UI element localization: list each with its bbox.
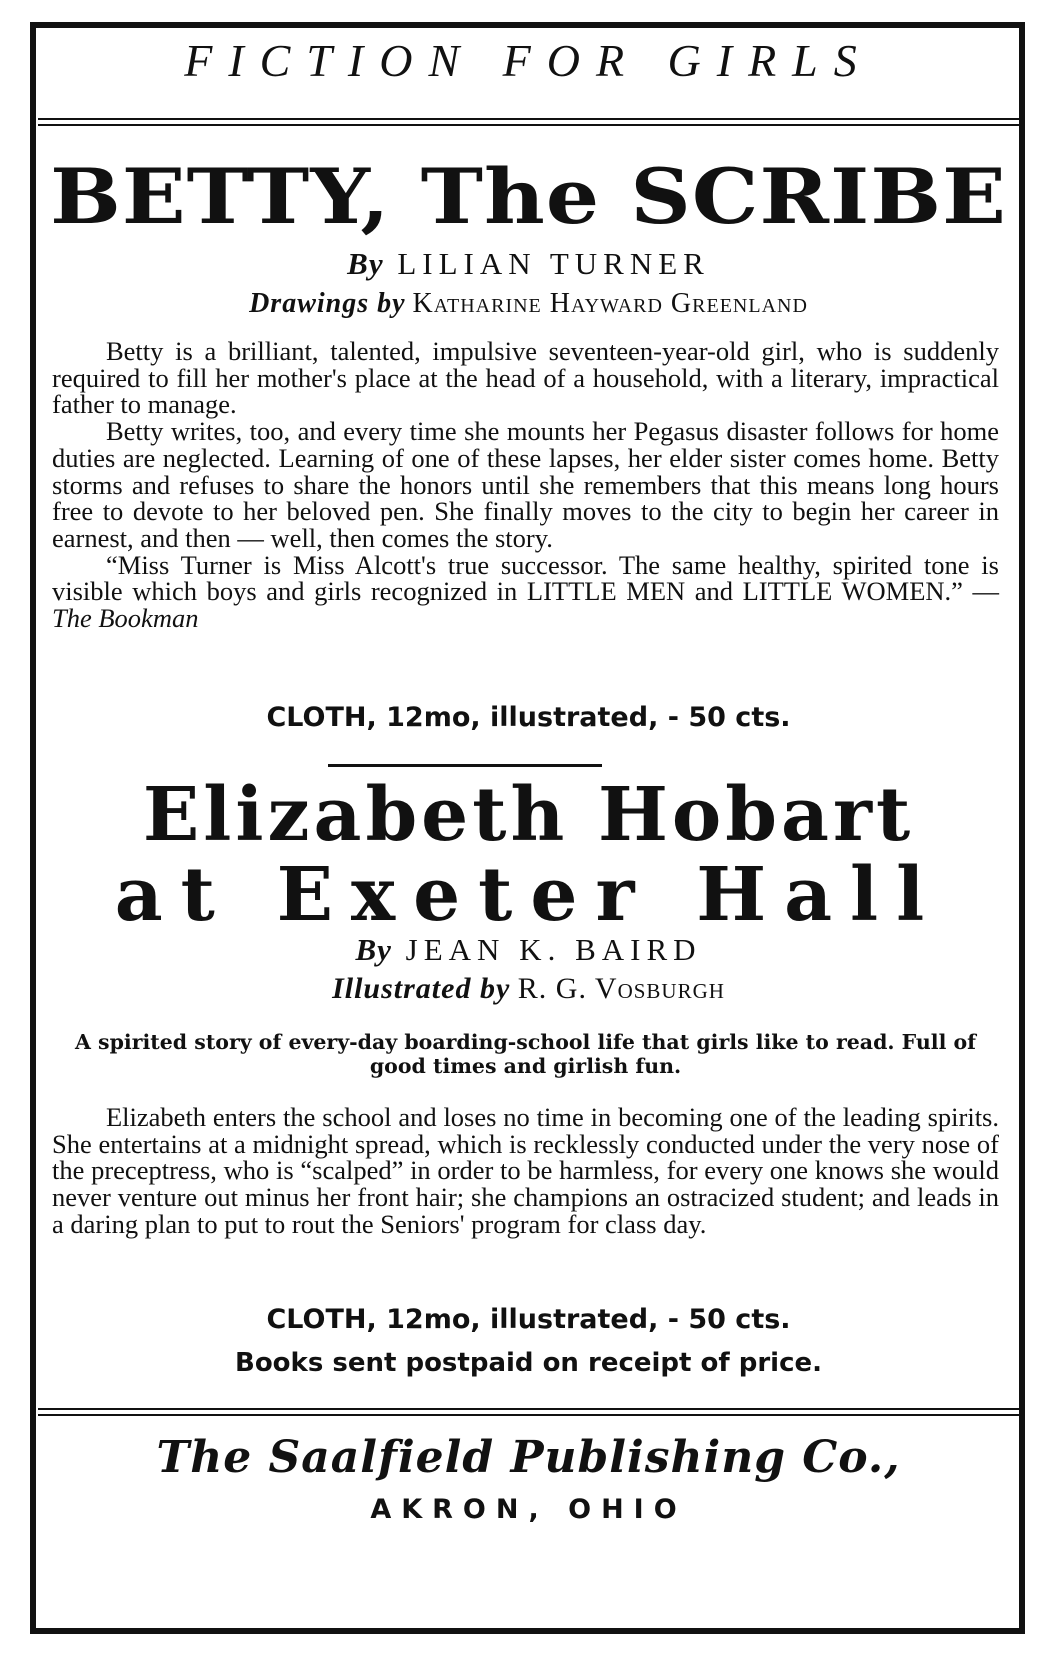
book1-quote-source: The Bookman [52,603,199,634]
book1-review [52,549,999,634]
book2-illustrator: R. G. Vosburgh [517,972,725,1005]
footer-rule [38,1408,1019,1416]
book-divider [328,764,602,767]
book1-description [52,338,999,632]
book1-price: CLOTH, 12mo, illustrated, - 50 cts. [266,702,791,733]
book1-illustrator-line [0,288,1057,320]
book2-illustrated-label: Illustrated by [332,972,511,1005]
book2-by-label: By [355,932,392,967]
book1-by-label: By [347,246,384,281]
postage-note: Books sent postpaid on receipt of price. [235,1348,822,1378]
book1-quote: “Miss Turner is Miss Alcott's true successor. The same healthy, spirited tone is visible which boys and girls recognized in LITTLE MEN and LITTLE WOMEN.” — [52,549,999,607]
book2-description [52,1104,999,1238]
book1-paragraph-1: Betty is a brilliant, talented, impulsive seventeen-year-old girl, who is suddenly required to fill her mother's place at the head of a household, with a literary, impractical father to manage. [52,336,999,420]
publisher-city: AKRON, OHIO [370,1494,687,1525]
book2-title-line1: Elizabeth Hobart [142,772,915,858]
book1-paragraph-2: Betty writes, too, and every time she mounts her Pegasus disaster follows for home duties are neglected. Learning of one of these lapses, her elder sister comes home. Betty storms and refuses to share the honors until she remembers that this means long hours free to devote to her beloved pen. She finally moves to the city to begin her career in earnest, and then — well, then comes the story. [52,416,999,553]
book1-title: BETTY, The SCRIBE [50,152,1007,241]
book1-illustrator: Katharine Hayward Greenland [412,288,808,319]
book1-author: LILIAN TURNER [397,246,710,281]
book2-blurb: A spirited story of every-day boarding-school life that girls like to read. Full of good times and girlish fun. [75,1030,976,1078]
book1-byline [0,246,1057,282]
book1-drawings-label: Drawings by [249,288,406,319]
book2-title-line2: at Exeter Hall [114,852,943,938]
book2-price: CLOTH, 12mo, illustrated, - 50 cts. [266,1304,791,1335]
section-header: FICTION FOR GIRLS [184,35,873,86]
publisher-name: The Saalfield Publishing Co., [156,1432,901,1483]
book2-author: JEAN K. BAIRD [405,932,702,967]
book2-byline [0,932,1057,968]
header-rule [38,118,1019,126]
book2-illustrator-line [0,972,1057,1006]
book2-paragraph: Elizabeth enters the school and loses no time in becoming one of the leading spirits. She entertains at a midnight spread, which is recklessly conducted under the very nose of the preceptress, who is “scalped” in order to be harmless, for every one knows she would never venture out minus her front hair; she champions an ostracized student; and leads in a daring plan to put to rout the Seniors' program for class day. [52,1102,999,1239]
